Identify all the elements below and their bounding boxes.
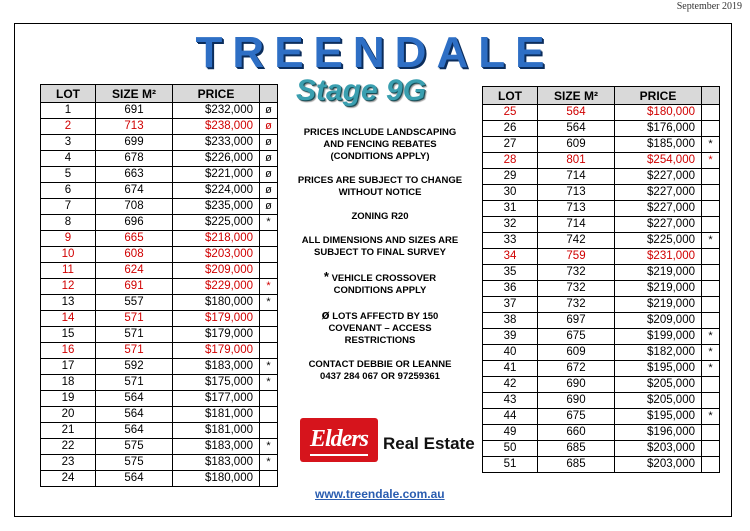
price-cell: $181,000 [173,423,260,439]
table-row [41,167,278,183]
price-cell: $183,000 [173,455,260,471]
table-row [41,439,278,455]
size-cell: 690 [538,393,615,409]
lot-cell: 12 [41,279,96,295]
price-cell: $182,000 [615,345,702,361]
size-cell: 699 [96,135,173,151]
lot-cell: 51 [483,457,538,473]
note-cell [702,217,720,233]
lot-cell: 15 [41,327,96,343]
price-cell: $180,000 [173,295,260,311]
note-cell: * [260,359,278,375]
size-cell: 685 [538,441,615,457]
lot-cell: 23 [41,455,96,471]
size-cell: 691 [96,279,173,295]
table-row [41,119,278,135]
lot-cell: 30 [483,185,538,201]
note-cell [702,105,720,121]
note-cell [702,185,720,201]
lot-cell: 38 [483,313,538,329]
price-cell: $183,000 [173,439,260,455]
header-price: PRICE [173,85,260,103]
note-cell: * [702,409,720,425]
lot-cell: 35 [483,265,538,281]
table-row [483,217,720,233]
table-row [483,313,720,329]
info-text: AND FENCING REBATES [323,139,437,150]
size-cell: 801 [538,153,615,169]
size-cell: 592 [96,359,173,375]
table-row [41,263,278,279]
note-cell: * [260,455,278,471]
lot-cell: 26 [483,121,538,137]
table-row [41,455,278,471]
survey-note [282,235,478,259]
lot-cell: 7 [41,199,96,215]
lot-cell: 18 [41,375,96,391]
lot-cell: 17 [41,359,96,375]
price-cell: $195,000 [615,361,702,377]
price-cell: $229,000 [173,279,260,295]
real-estate-label: Real Estate [383,434,475,453]
lot-cell: 13 [41,295,96,311]
note-cell [702,281,720,297]
size-cell: 697 [538,313,615,329]
size-cell: 665 [96,231,173,247]
price-cell: $226,000 [173,151,260,167]
header-note [702,87,720,105]
size-cell: 571 [96,311,173,327]
lot-cell: 14 [41,311,96,327]
info-text: (CONDITIONS APPLY) [330,151,430,162]
size-cell: 732 [538,265,615,281]
size-cell: 564 [96,423,173,439]
size-cell: 742 [538,233,615,249]
size-cell: 713 [538,201,615,217]
size-cell: 675 [538,329,615,345]
table-header-row [41,85,278,103]
lot-cell: 49 [483,425,538,441]
table-row [483,457,720,473]
lot-cell: 33 [483,233,538,249]
size-cell: 624 [96,263,173,279]
info-text: RESTRICTIONS [344,335,416,346]
info-text: COVENANT – ACCESS [328,323,432,334]
info-text: PRICES ARE SUBJECT TO CHANGE [297,175,463,186]
table-row [483,233,720,249]
size-cell: 732 [538,281,615,297]
header-note [260,85,278,103]
price-cell: $181,000 [173,407,260,423]
note-cell: ø [260,135,278,151]
price-cell: $179,000 [173,327,260,343]
website-link[interactable]: www.treendale.com.au [315,487,445,501]
document-date: September 2019 [676,1,742,12]
size-cell: 575 [96,439,173,455]
table-row [483,153,720,169]
table-row [483,345,720,361]
lot-cell: 10 [41,247,96,263]
info-text: CONTACT DEBBIE OR LEANNE [308,359,452,370]
note-cell [702,201,720,217]
table-row [483,281,720,297]
note-cell [260,231,278,247]
note-cell [260,311,278,327]
size-cell: 564 [96,391,173,407]
lot-cell: 25 [483,105,538,121]
size-cell: 678 [96,151,173,167]
price-cell: $232,000 [173,103,260,119]
lot-cell: 24 [41,471,96,487]
header-lot: LOT [483,87,538,105]
note-cell: * [702,345,720,361]
note-cell: * [702,137,720,153]
lot-cell: 8 [41,215,96,231]
lot-cell: 19 [41,391,96,407]
lot-cell: 37 [483,297,538,313]
note-cell: * [260,295,278,311]
lot-cell: 43 [483,393,538,409]
size-cell: 575 [96,455,173,471]
size-cell: 672 [538,361,615,377]
lot-cell: 40 [483,345,538,361]
price-change-note [282,175,478,199]
size-cell: 660 [538,425,615,441]
price-cell: $203,000 [615,441,702,457]
price-cell: $225,000 [173,215,260,231]
size-cell: 571 [96,327,173,343]
size-cell: 690 [538,377,615,393]
size-cell: 759 [538,249,615,265]
lot-cell: 3 [41,135,96,151]
price-cell: $231,000 [615,249,702,265]
note-cell [260,391,278,407]
note-cell [260,423,278,439]
price-cell: $227,000 [615,185,702,201]
table-row [41,247,278,263]
table-row [41,407,278,423]
size-cell: 713 [96,119,173,135]
price-cell: $233,000 [173,135,260,151]
table-row [483,201,720,217]
note-cell: ø [260,151,278,167]
table-row [41,279,278,295]
table-row [41,327,278,343]
price-cell: $183,000 [173,359,260,375]
lots-table-left [40,84,278,487]
table-row [41,311,278,327]
size-cell: 571 [96,375,173,391]
price-cell: $196,000 [615,425,702,441]
crossover-note [282,271,478,297]
size-cell: 564 [538,121,615,137]
note-cell [702,297,720,313]
lot-cell: 31 [483,201,538,217]
table-row [41,359,278,375]
zoning-note [282,211,478,223]
price-cell: $227,000 [615,217,702,233]
note-cell: ø [260,119,278,135]
price-cell: $225,000 [615,233,702,249]
note-cell: * [260,439,278,455]
header-size: SIZE M² [538,87,615,105]
table-row [41,215,278,231]
note-cell: * [702,361,720,377]
lot-cell: 21 [41,423,96,439]
price-cell: $227,000 [615,201,702,217]
info-text: ZONING R20 [351,211,409,222]
price-cell: $199,000 [615,329,702,345]
size-cell: 732 [538,297,615,313]
note-cell [260,471,278,487]
price-cell: $209,000 [173,263,260,279]
note-cell [702,377,720,393]
note-cell: * [702,329,720,345]
lot-cell: 6 [41,183,96,199]
table-row [41,391,278,407]
info-text: SUBJECT TO FINAL SURVEY [314,247,446,258]
note-cell: * [260,375,278,391]
table-row [41,199,278,215]
size-cell: 557 [96,295,173,311]
lot-cell: 32 [483,217,538,233]
price-cell: $209,000 [615,313,702,329]
price-cell: $177,000 [173,391,260,407]
table-row [483,409,720,425]
note-cell [260,327,278,343]
note-cell [702,313,720,329]
note-cell: ø [260,103,278,119]
lot-cell: 50 [483,441,538,457]
table-row [483,169,720,185]
note-cell: * [260,279,278,295]
note-cell [702,249,720,265]
phi-icon: ø [321,307,330,322]
table-row [41,471,278,487]
header-lot: LOT [41,85,96,103]
price-cell: $221,000 [173,167,260,183]
info-text: PRICES INCLUDE LANDSCAPING [303,127,457,138]
lot-cell: 28 [483,153,538,169]
note-cell: * [702,233,720,249]
info-text: VEHICLE CROSSOVER [331,273,437,284]
size-cell: 609 [538,345,615,361]
size-cell: 708 [96,199,173,215]
price-cell: $219,000 [615,265,702,281]
lot-cell: 9 [41,231,96,247]
note-cell: * [260,215,278,231]
price-cell: $205,000 [615,377,702,393]
size-cell: 564 [538,105,615,121]
note-cell [702,393,720,409]
price-cell: $254,000 [615,153,702,169]
size-cell: 608 [96,247,173,263]
info-text: 0437 284 067 OR 97259361 [320,371,440,382]
note-cell [702,457,720,473]
lot-cell: 4 [41,151,96,167]
price-cell: $224,000 [173,183,260,199]
note-cell [260,263,278,279]
lot-cell: 42 [483,377,538,393]
lot-cell: 34 [483,249,538,265]
size-cell: 685 [538,457,615,473]
stage-title: Stage 9G [296,74,427,107]
price-cell: $175,000 [173,375,260,391]
price-cell: $205,000 [615,393,702,409]
lot-cell: 41 [483,361,538,377]
table-row [41,423,278,439]
note-cell [260,247,278,263]
size-cell: 713 [538,185,615,201]
table-row [483,441,720,457]
rebates-note [282,127,478,163]
size-cell: 714 [538,217,615,233]
table-row [483,361,720,377]
info-text: LOTS AFFECTD BY 150 [332,311,439,322]
price-cell: $185,000 [615,137,702,153]
header-size: SIZE M² [96,85,173,103]
table-row [41,295,278,311]
note-cell: ø [260,183,278,199]
note-cell [702,441,720,457]
lot-cell: 39 [483,329,538,345]
lot-cell: 29 [483,169,538,185]
info-text: CONDITIONS APPLY [333,285,427,296]
note-cell: * [702,153,720,169]
note-cell: ø [260,167,278,183]
lot-cell: 1 [41,103,96,119]
price-cell: $180,000 [173,471,260,487]
note-cell [260,343,278,359]
price-cell: $203,000 [173,247,260,263]
price-cell: $218,000 [173,231,260,247]
development-title: TREENDALE [195,28,555,77]
info-panel [282,127,478,395]
note-cell [702,169,720,185]
note-cell [702,121,720,137]
lot-cell: 36 [483,281,538,297]
price-cell: $179,000 [173,311,260,327]
table-row [483,249,720,265]
info-text: ALL DIMENSIONS AND SIZES ARE [301,235,459,246]
table-row [483,121,720,137]
price-cell: $203,000 [615,457,702,473]
price-cell: $219,000 [615,281,702,297]
table-row [483,185,720,201]
table-row [41,183,278,199]
table-row [483,105,720,121]
lot-cell: 2 [41,119,96,135]
info-text: WITHOUT NOTICE [338,187,422,198]
table-row [483,137,720,153]
size-cell: 609 [538,137,615,153]
price-cell: $238,000 [173,119,260,135]
table-row [41,103,278,119]
contact-note [282,359,478,383]
logo-underline [310,454,368,456]
size-cell: 564 [96,407,173,423]
covenant-note [282,309,478,347]
note-cell [702,425,720,441]
size-cell: 696 [96,215,173,231]
size-cell: 571 [96,343,173,359]
price-cell: $176,000 [615,121,702,137]
lot-cell: 22 [41,439,96,455]
lot-cell: 20 [41,407,96,423]
price-cell: $227,000 [615,169,702,185]
table-header-row [483,87,720,105]
table-row [483,393,720,409]
size-cell: 663 [96,167,173,183]
price-cell: $219,000 [615,297,702,313]
note-cell [702,265,720,281]
size-cell: 691 [96,103,173,119]
table-row [483,377,720,393]
table-row [41,151,278,167]
table-row [483,265,720,281]
size-cell: 674 [96,183,173,199]
table-row [483,329,720,345]
table-row [483,425,720,441]
price-cell: $195,000 [615,409,702,425]
note-cell: ø [260,199,278,215]
lots-table-right [482,86,720,473]
size-cell: 564 [96,471,173,487]
logo-text: Elders [309,426,368,452]
table-row [41,375,278,391]
size-cell: 675 [538,409,615,425]
table-row [41,343,278,359]
price-cell: $179,000 [173,343,260,359]
lot-cell: 16 [41,343,96,359]
note-cell [260,407,278,423]
table-row [41,231,278,247]
lot-cell: 5 [41,167,96,183]
lot-cell: 27 [483,137,538,153]
table-row [41,135,278,151]
elders-logo [300,418,378,462]
price-cell: $235,000 [173,199,260,215]
asterisk-icon: * [323,269,329,284]
price-cell: $180,000 [615,105,702,121]
table-row [483,297,720,313]
header-price: PRICE [615,87,702,105]
lot-cell: 11 [41,263,96,279]
size-cell: 714 [538,169,615,185]
lot-cell: 44 [483,409,538,425]
